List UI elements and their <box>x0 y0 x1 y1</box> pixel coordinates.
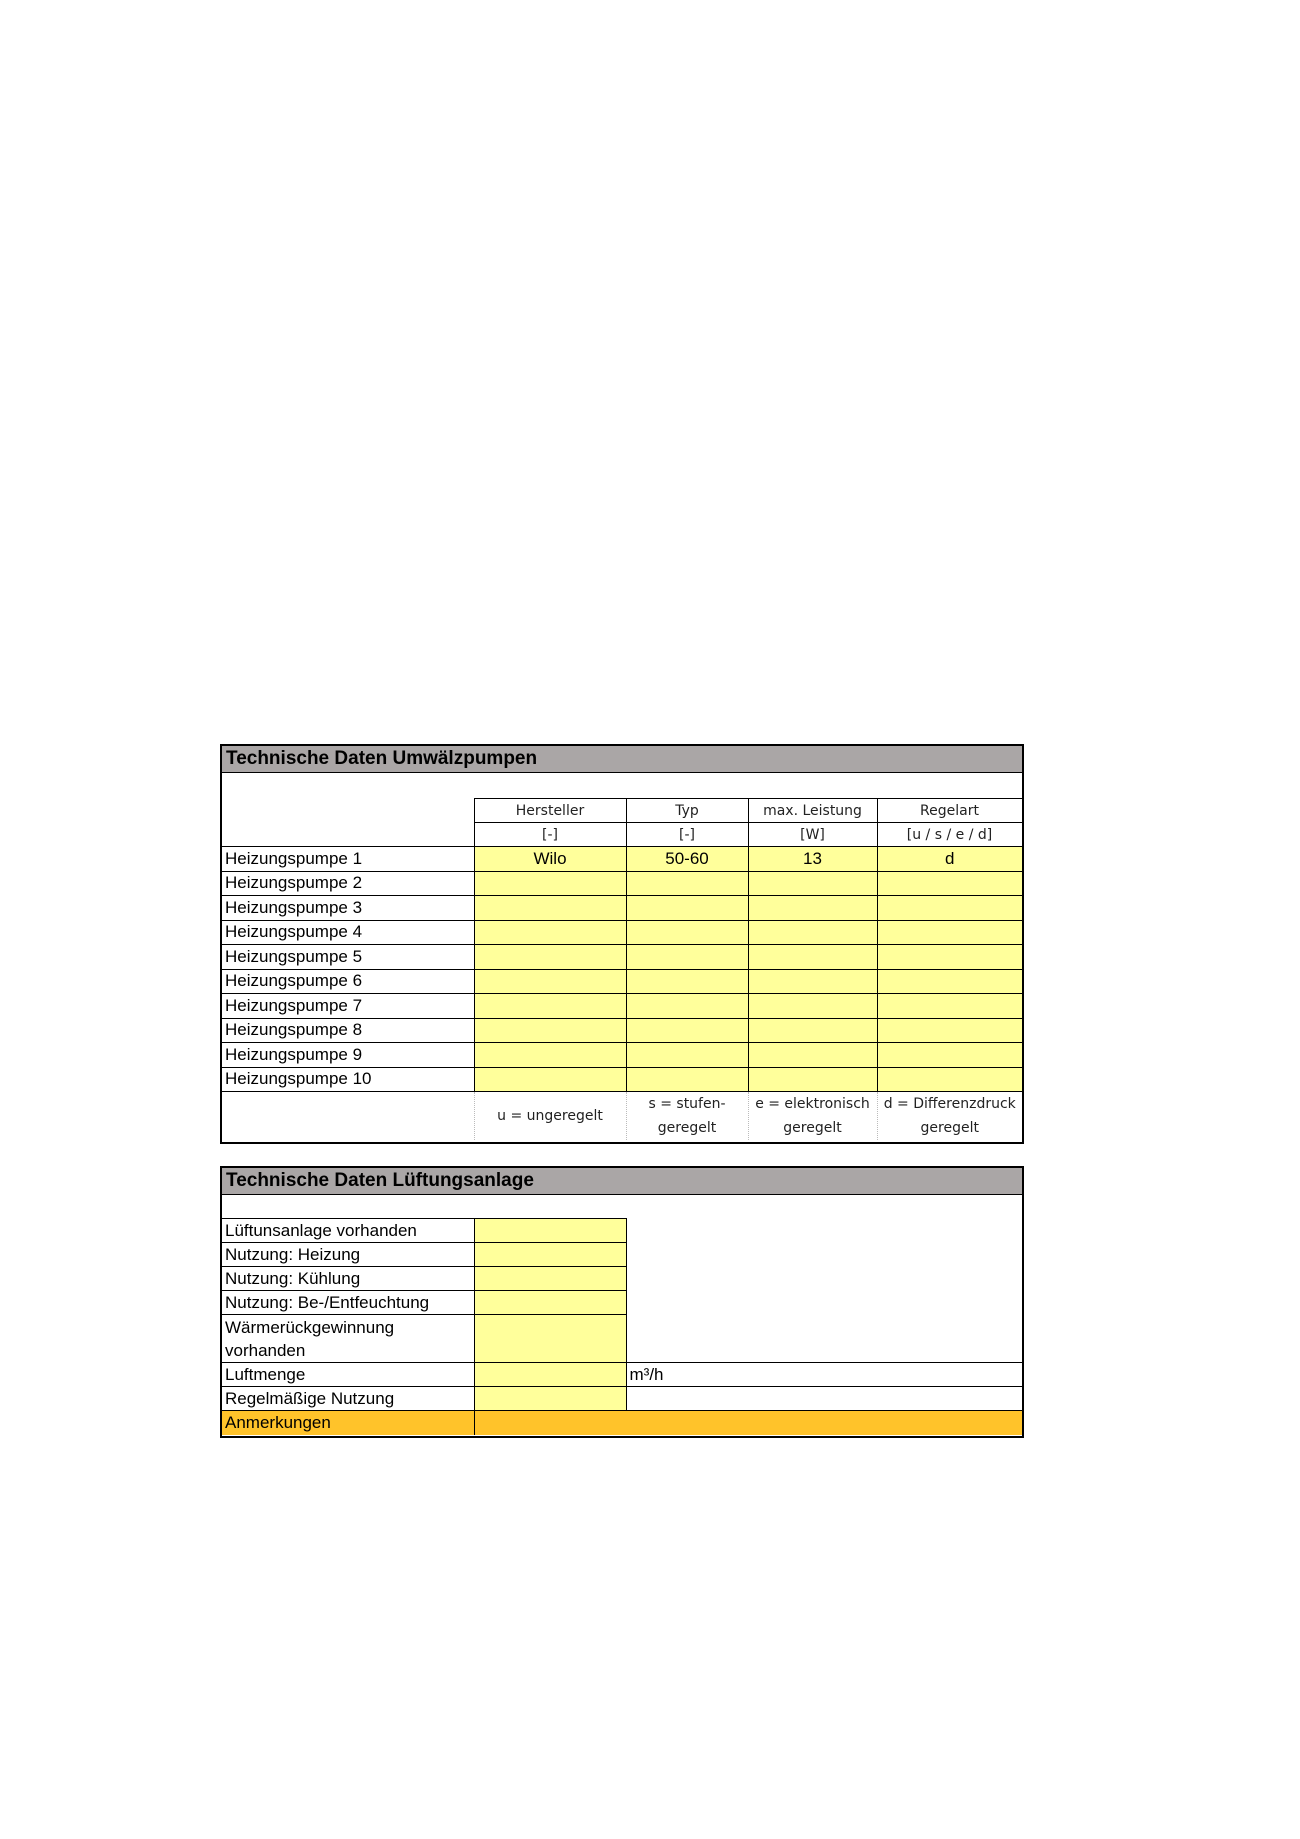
cell-regelart[interactable]: d <box>877 847 1022 872</box>
cell-typ[interactable] <box>626 1043 748 1068</box>
pumps-section <box>220 744 1024 1144</box>
row-label: Nutzung: Kühlung <box>222 1267 474 1291</box>
cell-value[interactable] <box>474 1315 626 1363</box>
legend-u: u = ungeregelt <box>474 1092 626 1141</box>
table-row <box>222 1363 1022 1387</box>
row-label: Nutzung: Heizung <box>222 1243 474 1267</box>
table-row <box>222 969 1022 994</box>
cell-typ[interactable] <box>626 920 748 945</box>
unit-typ: [-] <box>626 823 748 847</box>
row-label: Heizungspumpe 4 <box>222 920 474 945</box>
table-row <box>222 1291 1022 1315</box>
unit-label: m³/h <box>626 1363 1022 1387</box>
remarks-field[interactable] <box>474 1411 1022 1435</box>
cell-leistung[interactable]: 13 <box>748 847 877 872</box>
cell-leistung[interactable] <box>748 920 877 945</box>
table-row <box>222 920 1022 945</box>
table-row <box>222 1043 1022 1068</box>
cell-leistung[interactable] <box>748 1067 877 1092</box>
table-row <box>222 994 1022 1019</box>
unit-regelart: [u / s / e / d] <box>877 823 1022 847</box>
empty-cell <box>626 1267 1022 1291</box>
cell-leistung[interactable] <box>748 896 877 921</box>
cell-hersteller[interactable] <box>474 1043 626 1068</box>
row-label: Heizungspumpe 5 <box>222 945 474 970</box>
cell-leistung[interactable] <box>748 945 877 970</box>
cell-value[interactable] <box>474 1291 626 1315</box>
cell-leistung[interactable] <box>748 1043 877 1068</box>
cell-hersteller[interactable] <box>474 969 626 994</box>
legend-blank <box>222 1092 474 1141</box>
unit-leistung: [W] <box>748 823 877 847</box>
cell-typ[interactable] <box>626 1018 748 1043</box>
pumps-header-row <box>222 799 1022 823</box>
cell-typ[interactable] <box>626 871 748 896</box>
cell-value[interactable] <box>474 1267 626 1291</box>
cell-typ[interactable] <box>626 994 748 1019</box>
cell-hersteller[interactable] <box>474 871 626 896</box>
header-blank <box>222 799 474 823</box>
row-label: Heizungspumpe 10 <box>222 1067 474 1092</box>
empty-cell <box>626 1315 1022 1363</box>
empty-cell <box>626 1243 1022 1267</box>
cell-hersteller[interactable] <box>474 945 626 970</box>
cell-value[interactable] <box>474 1363 626 1387</box>
row-label: Heizungspumpe 2 <box>222 871 474 896</box>
legend-s: s = stufen-geregelt <box>626 1092 748 1141</box>
cell-hersteller[interactable] <box>474 1018 626 1043</box>
table-row <box>222 1219 1022 1243</box>
pumps-title: Technische Daten Umwälzpumpen <box>222 746 1022 773</box>
table-row <box>222 945 1022 970</box>
table-row <box>222 871 1022 896</box>
ventilation-title: Technische Daten Lüftungsanlage <box>222 1168 1022 1195</box>
col-header-hersteller: Hersteller <box>474 799 626 823</box>
cell-leistung[interactable] <box>748 1018 877 1043</box>
row-label: Lüftunsanlage vorhanden <box>222 1219 474 1243</box>
cell-typ[interactable] <box>626 969 748 994</box>
table-row <box>222 847 1022 872</box>
cell-value[interactable] <box>474 1243 626 1267</box>
row-label: Wärmerückgewinnung vorhanden <box>222 1315 474 1363</box>
cell-regelart[interactable] <box>877 969 1022 994</box>
row-label: Regelmäßige Nutzung <box>222 1387 474 1411</box>
cell-hersteller[interactable] <box>474 896 626 921</box>
row-label: Heizungspumpe 7 <box>222 994 474 1019</box>
cell-hersteller[interactable]: Wilo <box>474 847 626 872</box>
cell-leistung[interactable] <box>748 994 877 1019</box>
legend-d: d = Differenzdruck geregelt <box>877 1092 1022 1141</box>
empty-cell <box>626 1219 1022 1243</box>
cell-hersteller[interactable] <box>474 994 626 1019</box>
legend-row <box>222 1092 1022 1141</box>
cell-regelart[interactable] <box>877 994 1022 1019</box>
table-row <box>222 1243 1022 1267</box>
table-row <box>222 896 1022 921</box>
cell-hersteller[interactable] <box>474 920 626 945</box>
ventilation-section <box>220 1166 1024 1438</box>
remarks-row <box>222 1411 1022 1435</box>
unit-hersteller: [-] <box>474 823 626 847</box>
empty-cell <box>626 1291 1022 1315</box>
pumps-table <box>222 798 1023 1140</box>
row-label: Heizungspumpe 6 <box>222 969 474 994</box>
table-row <box>222 1018 1022 1043</box>
empty-cell <box>626 1387 1022 1411</box>
row-label: Heizungspumpe 9 <box>222 1043 474 1068</box>
cell-value[interactable] <box>474 1387 626 1411</box>
cell-regelart[interactable] <box>877 1043 1022 1068</box>
cell-typ[interactable]: 50-60 <box>626 847 748 872</box>
table-row <box>222 1315 1022 1363</box>
col-header-leistung: max. Leistung <box>748 799 877 823</box>
cell-regelart[interactable] <box>877 920 1022 945</box>
row-label: Nutzung: Be-/Entfeuchtung <box>222 1291 474 1315</box>
remarks-label: Anmerkungen <box>222 1411 474 1435</box>
col-header-typ: Typ <box>626 799 748 823</box>
cell-leistung[interactable] <box>748 969 877 994</box>
row-label: Heizungspumpe 8 <box>222 1018 474 1043</box>
cell-typ[interactable] <box>626 896 748 921</box>
row-label: Luftmenge <box>222 1363 474 1387</box>
cell-typ[interactable] <box>626 1067 748 1092</box>
cell-hersteller[interactable] <box>474 1067 626 1092</box>
table-row <box>222 1267 1022 1291</box>
unit-blank <box>222 823 474 847</box>
cell-regelart[interactable] <box>877 871 1022 896</box>
legend-e: e = elektronisch geregelt <box>748 1092 877 1141</box>
row-label: Heizungspumpe 1 <box>222 847 474 872</box>
table-row <box>222 1387 1022 1411</box>
cell-regelart[interactable] <box>877 896 1022 921</box>
row-label: Heizungspumpe 3 <box>222 896 474 921</box>
ventilation-table <box>222 1218 1022 1435</box>
cell-typ[interactable] <box>626 945 748 970</box>
cell-regelart[interactable] <box>877 945 1022 970</box>
cell-regelart[interactable] <box>877 1067 1022 1092</box>
col-header-regelart: Regelart <box>877 799 1022 823</box>
cell-regelart[interactable] <box>877 1018 1022 1043</box>
table-row <box>222 1067 1022 1092</box>
cell-value[interactable] <box>474 1219 626 1243</box>
cell-leistung[interactable] <box>748 871 877 896</box>
pumps-unit-row <box>222 823 1022 847</box>
